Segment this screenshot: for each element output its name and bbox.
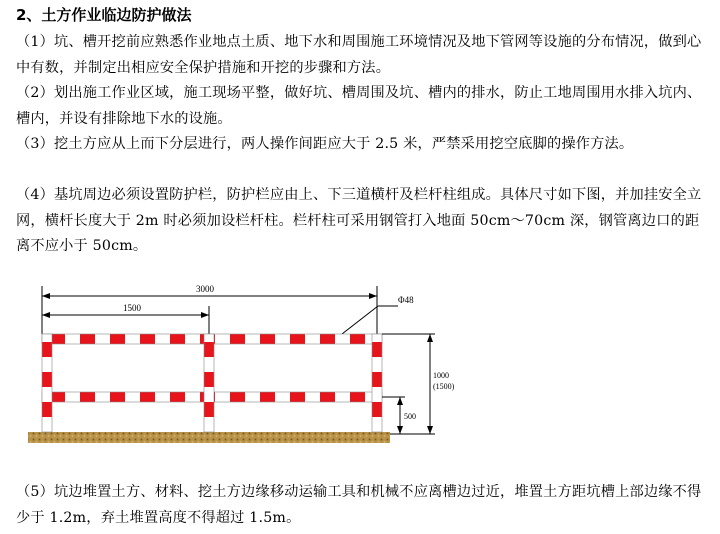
paragraph-1: （1）坑、槽开挖前应熟悉作业地点土质、地下水和周围施工环境情况及地下管网等设施的分布情况，做到心中有数，并制定出相应安全保护措施和开挖的步骤和方法。 [16, 34, 702, 76]
height-alt-label: (1500) [433, 382, 455, 391]
guardrail-diagram [20, 282, 480, 452]
section-heading: 2、土方作业临边防护做法 [16, 6, 192, 24]
pipe-callout [342, 295, 414, 334]
height-label: 1000 [433, 371, 449, 380]
lower-label: 500 [404, 412, 416, 421]
post-left [42, 334, 52, 432]
paragraph-5: （5）坑边堆置土方、材料、挖土方边缘移动运输工具和机械不应离槽边过近，堆置土方距坑槽上部边缘不得少于 1.2m，弃土堆置高度不得超过 1.5m。 [16, 484, 702, 526]
paragraph-3: （3）挖土方应从上而下分层进行，两人操作间距应大于 2.5 米，严禁采用挖空底脚的操作方法。 [16, 136, 634, 152]
post-middle [204, 334, 214, 432]
ground [28, 432, 390, 443]
dimension-height [382, 334, 455, 434]
pipe-label: Φ48 [398, 295, 414, 305]
post-right [372, 334, 382, 432]
paragraph-4: （4）基坑周边必须设置防护栏，防护栏应由上、下三道横杆及栏杆柱组成。具体尺寸如下图，并加挂安全立网，横杆长度大于 2m 时必须加设栏杆柱。栏杆柱可采用钢管打入地面 50cm～70cm 深，钢管离边口的距离不应小于 50cm。 [16, 187, 702, 254]
dim-total-label: 3000 [196, 284, 214, 294]
dimension-1500 [42, 303, 209, 334]
paragraph-2: （2）划出施工作业区域，施工现场平整，做好坑、槽周围及坑、槽内的排水，防止工地周围用水排入坑内、槽内，并设有排除地下水的设施。 [16, 85, 702, 127]
dim-half-label: 1500 [123, 303, 141, 313]
